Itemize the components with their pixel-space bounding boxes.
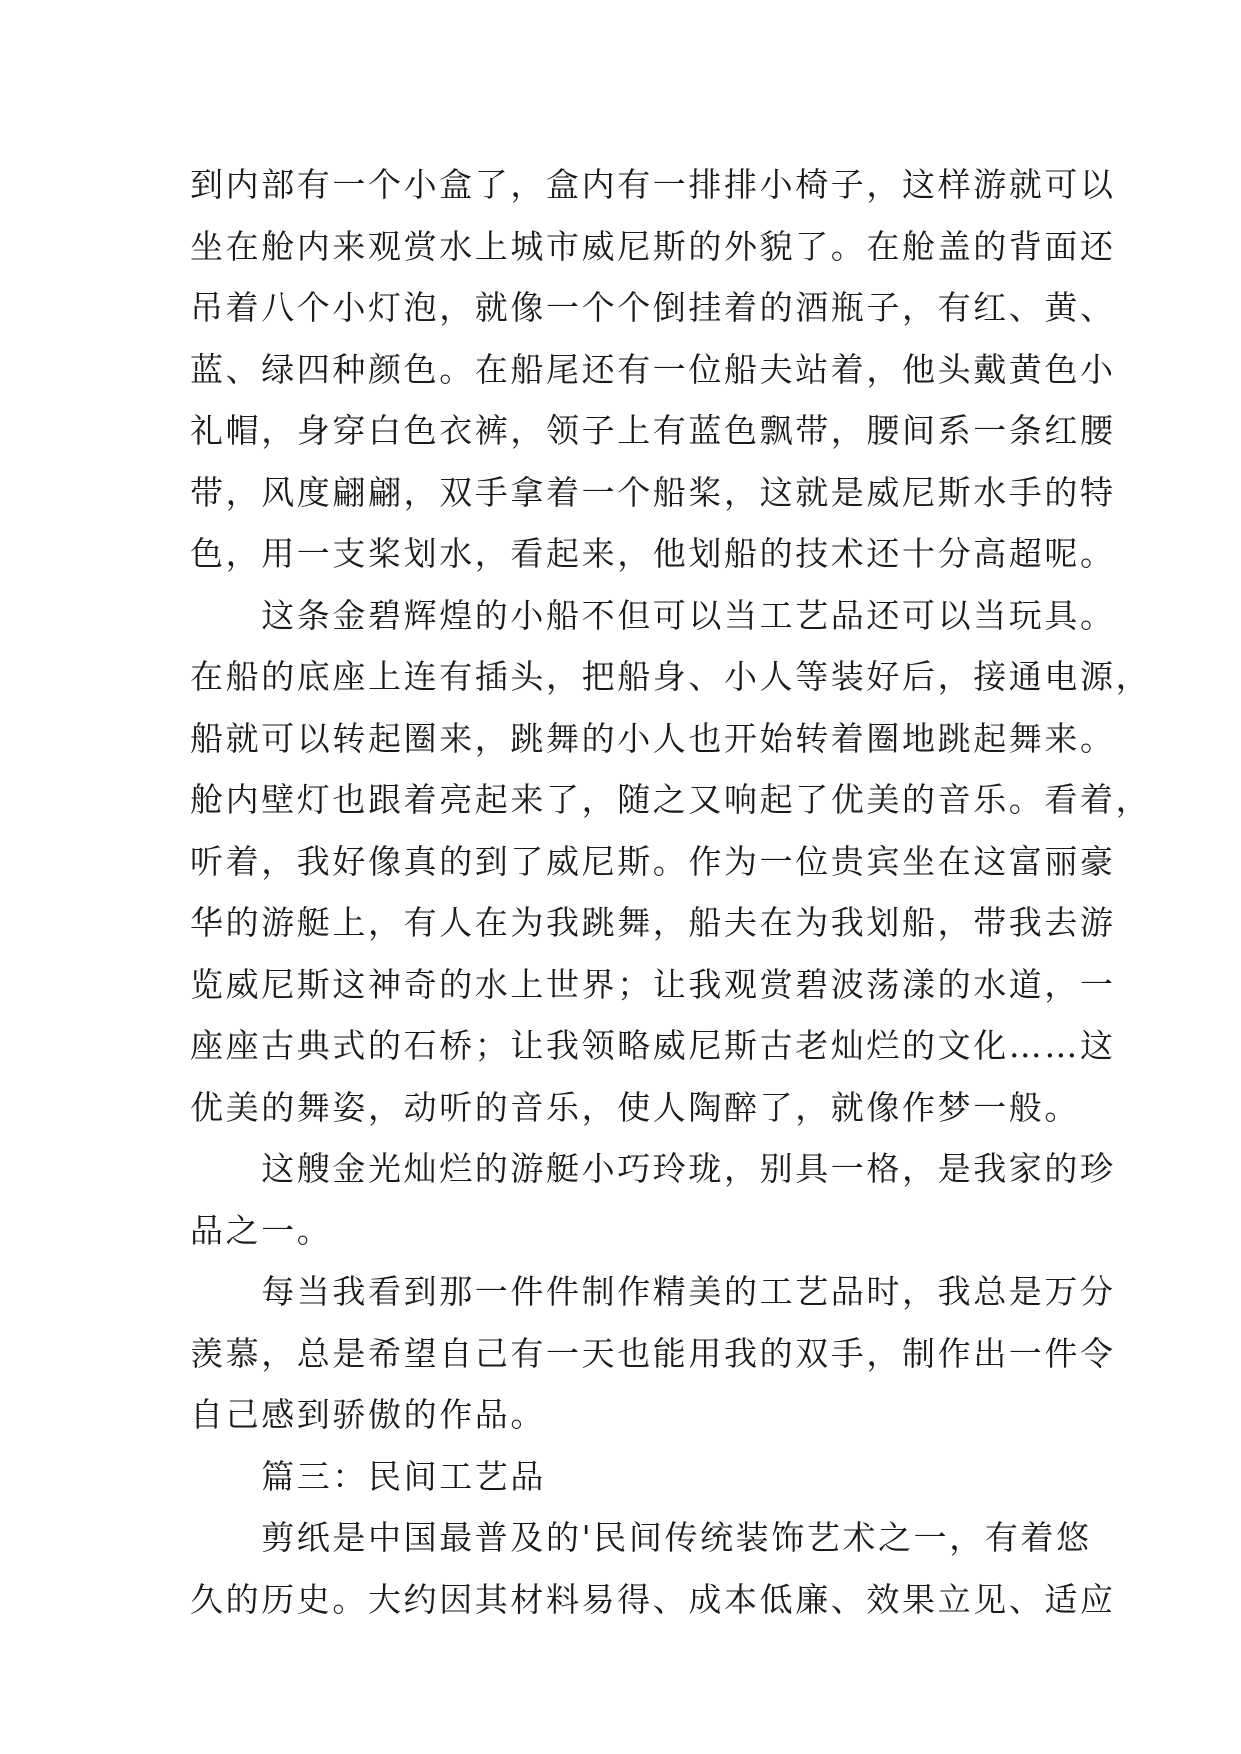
text-line: 带，风度翩翩，双手拿着一个船桨，这就是威尼斯水手的特: [190, 472, 1116, 512]
text-line: 优美的舞姿，动听的音乐，使人陶醉了，就像作梦一般。: [190, 1087, 1080, 1127]
section-heading: 篇三：民间工艺品: [190, 1456, 546, 1496]
text-line: 坐在舱内来观赏水上城市威尼斯的外貌了。在舱盖的背面还: [190, 226, 1116, 266]
text-line: 色，用一支桨划水，看起来，他划船的技术还十分高超呢。: [190, 534, 1116, 573]
text-line: 自己感到骄傲的作品。: [190, 1395, 546, 1434]
text-line: 华的游艇上，有人在为我跳舞，船夫在为我划船，带我去游: [190, 903, 1116, 942]
text-line: 听着，我好像真的到了威尼斯。作为一位贵宾坐在这富丽豪: [190, 841, 1116, 881]
text-line: 这艘金光灿烂的游艇小巧玲珑，别具一格，是我家的珍: [190, 1149, 1116, 1188]
text-line: 剪纸是中国最普及的'民间传统装饰艺术之一，有着悠: [190, 1518, 1092, 1557]
body-text: [190, 154, 1152, 1630]
text-line: 礼帽，身穿白色衣裤，领子上有蓝色飘带，腰间系一条红腰: [190, 411, 1116, 450]
text-line: 船就可以转起圈来，跳舞的小人也开始转着圈地跳起舞来。: [190, 718, 1116, 758]
text-line: 座座古典式的石桥；让我领略威尼斯古老灿烂的文化……这: [190, 1026, 1116, 1065]
text-line: 蓝、绿四种颜色。在船尾还有一位船夫站着，他头戴黄色小: [190, 349, 1116, 389]
text-line: 羡慕，总是希望自己有一天也能用我的双手，制作出一件令: [190, 1333, 1116, 1373]
text-line: 这条金碧辉煌的小船不但可以当工艺品还可以当玩具。: [190, 595, 1116, 635]
text-line: 吊着八个小灯泡，就像一个个倒挂着的酒瓶子，有红、黄、: [190, 288, 1116, 327]
text-line: 到内部有一个小盒了，盒内有一排排小椅子，这样游就可以: [190, 165, 1116, 204]
text-line: 在船的底座上连有插头，把船身、小人等装好后，接通电源，: [190, 657, 1152, 696]
text-line: 览威尼斯这神奇的水上世界；让我观赏碧波荡漾的水道，一: [190, 964, 1116, 1004]
text-line: 每当我看到那一件件制作精美的工艺品时，我总是万分: [190, 1272, 1116, 1311]
text-line: 品之一。: [190, 1210, 333, 1250]
text-line: 舱内壁灯也跟着亮起来了，随之又响起了优美的音乐。看着，: [190, 780, 1152, 819]
text-line: 久的历史。大约因其材料易得、成本低廉、效果立见、适应: [190, 1579, 1116, 1619]
